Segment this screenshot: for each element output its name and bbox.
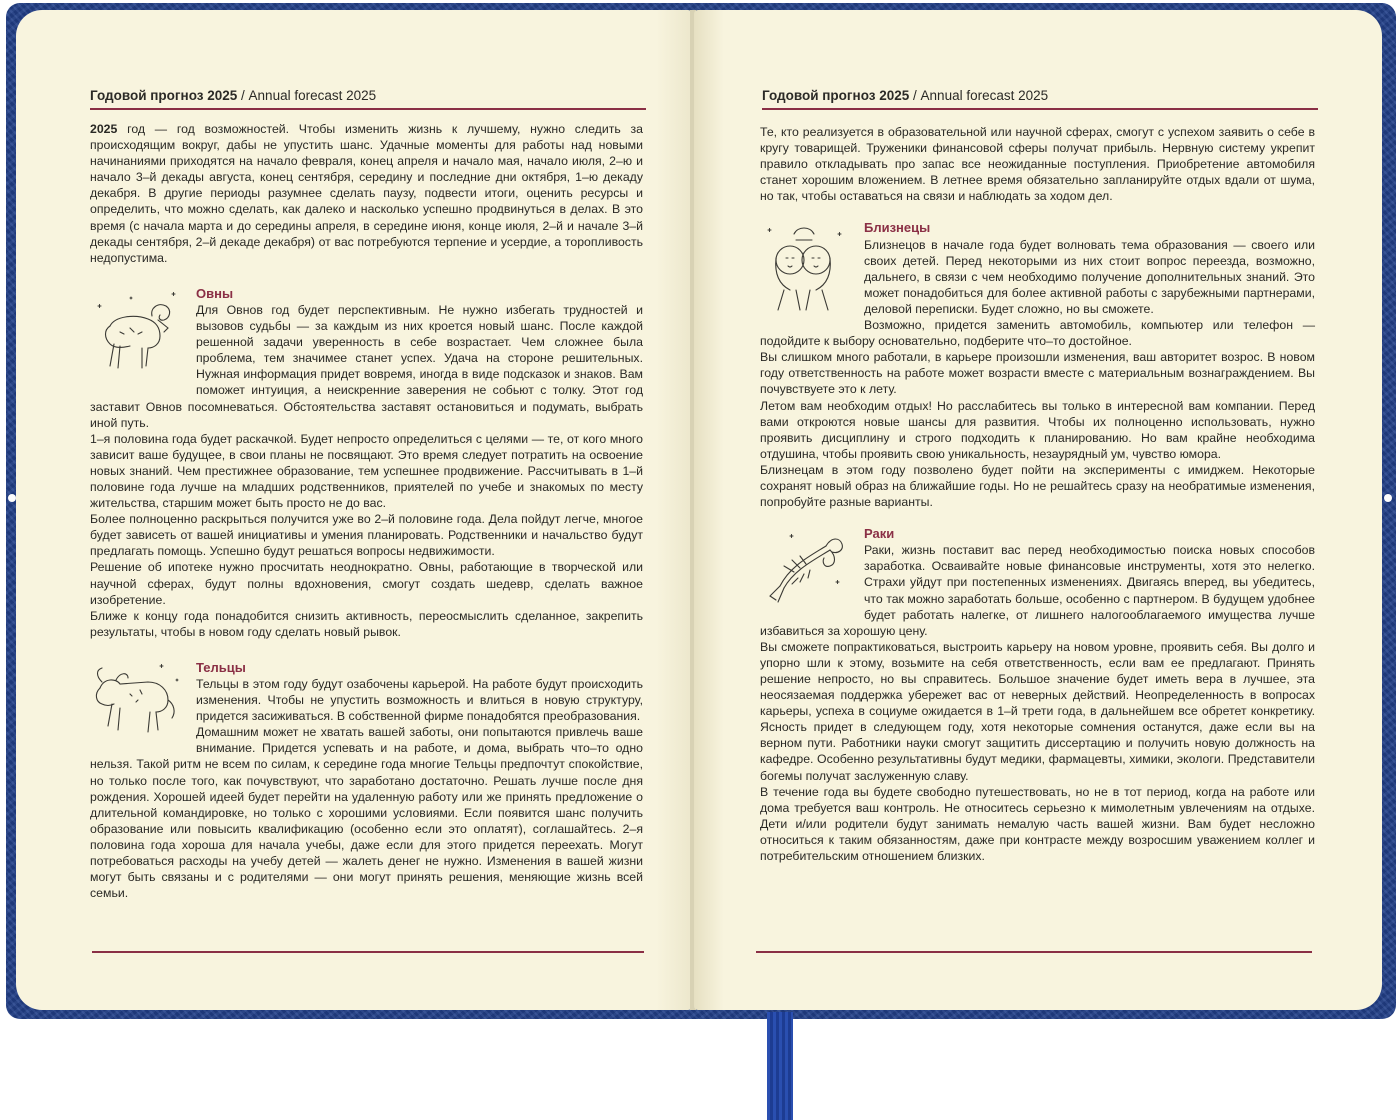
punch-hole-right [1384,494,1392,502]
punch-hole-left [8,494,16,502]
aries-paragraph-4: Решение об ипотеке нужно просчитать неоднократно. Овны, работающие в творческой или научной сферах, будут полны вдохновения, смогут создать шедевр, сделать важное изобретение. [90,560,643,607]
header-title-en: Annual forecast 2025 [248,88,377,103]
cancer-icon [760,526,854,610]
gemini-paragraph-1: Близнецов в начале года будет волновать тема образования — своего или своих детей. Перед некоторыми из них стоит вопрос переезда, возможно, дальнего, в связи с чем необходимо получение дополнительных знаний. Это может понадобиться для более активной работы с зарубежными партнерами, деловой переписки. Будет сложно, но вы сможете. [864,237,1315,316]
left-page-body [90,121,643,901]
gemini-icon [760,220,854,320]
gemini-paragraph-3: Вы слишком много работали, в карьере произошли изменения, ваш авторитет возрос. В новом году ответственность на работе может возрасти вместе с материальным вознаграждением. Вы почувствуете это к лету. [760,350,1315,397]
gemini-paragraph-4: Летом вам необходим отдых! Но расслабитесь вы только в интересной вам компании. Перед вами откроются новые шансы для развития. Чтобы их полноценно использовать, нужно проявить дисциплину и строго подходить к планированию. Но вам крайне необходима отдушина, чтобы проявить свою уникальность, незаурядный ум, чувство юмора. [760,398,1315,461]
aries-icon [90,286,186,386]
bookmark-ribbon[interactable] [767,1012,793,1120]
cancer-heading: Раки [864,526,895,542]
cancer-paragraph-2: Вы сможете попрактиковаться, выстроить карьеру на новом уровне, проявить себя. Вы долго и упорно шли к этому, возьмите на себя ответственность, если вам ее предлагают. Принять решение непросто, но вы справитесь. Большое значение будет иметь вера в лучшее, эта неосязаемая поддержка убережет вас от неверных действий. Неопределенность в вопросах карьеры, успеха в социуме ожидается в 1–й трети года, в дальнейшем все обретет конкретику. Ясность придет в следующем году, хотя некоторые сомнения останутся, даже если вы на верном пути. Работники науки смогут защитить диссертацию и получить новую должность на кафедре. Особенно результативны будут медики, фармацевты, химики, экологи. Представители богемы получат заслуженную славу. [760,639,1315,783]
right-page-body [760,124,1315,864]
cancer-paragraph-3: В течение года вы будете свободно путешествовать, но не в тот период, когда на работе или дома требуется ваш контроль. Не относитесь серьезно к мимолетным увлечениям на отдыхе. Дети и/или родители будут занимать немалую часть вашей жизни. Вам будет несложно относиться к таким обязанностям, даже при контрасте между возросшим уважением коллег и потребительским отношением близких. [760,784,1315,864]
right-page-header [762,88,1048,103]
gemini-paragraph-5: Близнецам в этом году позволено будет пойти на эксперименты с имиджем. Некоторые сохранят новый образ на ближайшие годы. Но не решайтесь сразу на необратимые изменения, попробуйте разные варианты. [760,462,1315,510]
header-title-en: Annual forecast 2025 [920,88,1049,103]
taurus-paragraph-2: Домашним может не хватать вашей заботы, они попытаются привлечь ваше внимание. Придется успевать и на работе, и дома, выбрать что–то одно нельзя. Такой ритм не всем по силам, к середине года многие Тельцы предпочтут спокойствие, но только после того, как почувствуют, что заработано достаточно. Решать лучше после дня рождения. Хорошей идеей будет перейти на удаленную работу или же принять предложение о длительной командировке, но только с хорошими условиями. Если появится шанс получить образование или повысить квалификацию (особенно если это оплатят), соглашайтесь. 2–я половина года хороша для начала учебы, даже если для этого придется переехать. Могут потребоваться расходы на учебу детей — жалеть денег не нужно. Изменения в вашей жизни могут быть связаны и с родителями — они могут принять решения, меняющие жизнь всей семьи. [90,725,643,901]
aries-paragraph-3: Более полноценно раскрыться получится уже во 2–й половине года. Дела пойдут легче, многое будет зависеть от вашей инициативы и умения планировать. Родственники и начальство будут предлагать помощь. Успешно будут решаться вопросы недвижимости. [90,512,643,559]
taurus-heading: Тельцы [196,659,246,675]
taurus-icon [90,660,186,744]
header-title-ru: Годовой прогноз 2025 [762,88,910,103]
cancer-paragraph-1: Раки, жизнь поставит вас перед необходимостью поиска новых способов заработка. Осваивайте новые финансовые инструменты, хотя это нелегко. Страхи уйдут при постепенных изменениях. Двигаясь вперед, вы убедитесь, что так можно заработать больше, особенно с партнером. В будущем удобнее будет работать налегке, от лишнего налогооблагаемого имущества лучше избавиться за хорошую цену. [760,543,1315,638]
aries-heading: Овны [196,285,234,301]
right-footer-rule [756,951,1312,953]
gemini-heading: Близнецы [864,220,931,236]
header-rule [762,108,1318,110]
intro-text: год — год возможностей. Чтобы изменить жизнь к лучшему, нужно следить за происходящим вокруг, дабы не упустить шанс. Удачные моменты для работы над новыми начинаниями приходятся на начало февраля, конец апреля и начало мая, начало июля, 2–ю и начало 3–й декады августа, конец сентября, середину и последние дни октября, 1–ю декаду декабря. В другие периоды разумнее сделать паузу, подвести итоги, оценить ресурсы и определить, что можно сделать, как далеко и насколько успешно продвинуться в делах. В это время (с начала марта и до середины апреля, в середине июня, конце июля, 2–й и начале 3–й декады сентября, 2–й декаде декабря) от вас потребуются терпение и усердие, а торопливость недопустима. [90,122,643,265]
header-separator: / [909,88,921,103]
aries-paragraph-2: 1–я половина года будет раскачкой. Будет непросто определиться с целями — те, от кого много зависит ваше будущее, в свои планы не посвящают. Это время следует потратить на освоение новых знаний. Чем престижнее образование, тем успешнее продвижение. Рассчитывать в 1–й половине года лучше на младших родственников, приятелей по учебе и знакомых по месту жительства, старшим может быть просто не до вас. [90,431,643,511]
gemini-paragraph-2: Возможно, придется заменить автомобиль, компьютер или телефон — подойдите к выбору основательно, подберите что–то достойное. [760,318,1315,349]
intro-year: 2025 [90,122,118,136]
header-separator: / [237,88,249,103]
taurus-continued-paragraph: Те, кто реализуется в образовательной или научной сферах, смогут с успехом заявить о себе в кругу товарищей. Труженики финансовой сферы получат прибыль. Нервную систему укрепит правило откладывать про запас все неожиданные поступления. Приобретение автомобиля станет хорошим вложением. В летнее время обязательно запланируйте отдых вдали от шума, но так, чтобы оставаться на связи и наблюдать за ходом дел. [760,125,1315,204]
header-rule [90,108,646,110]
aries-paragraph-5: Ближе к концу года понадобится снизить активность, переосмыслить сделанное, закрепить результаты, чтобы в новом году сделать новый рывок. [90,608,643,639]
intro-paragraph [90,121,643,266]
aries-paragraph-1: Для Овнов год будет перспективным. Не нужно избегать трудностей и вызовов судьбы — за каждым из них кроется новый шанс. После каждой решенной задачи уверенность в себе возрастает. Чем сложнее была проблема, тем значимее станет успех. Удача на стороне решительных. Нужная информация придет вовремя, иногда в виде подсказок и знаков. Вам поможет интуиция, а неискренние заверения не собьют с толку. Этот год заставит Овнов посомневаться. Обстоятельства заставят остановиться и подумать, выбрать иной путь. [90,302,643,430]
taurus-paragraph-1: Тельцы в этом году будут озабочены карьерой. На работе будут происходить изменения. Чтобы не упустить возможность и влиться в новую структуру, придется засиживаться. В собственной фирме понадобятся преобразования. [196,677,643,724]
left-footer-rule [92,951,644,953]
left-page-header [90,88,376,103]
header-title-ru: Годовой прогноз 2025 [90,88,238,103]
